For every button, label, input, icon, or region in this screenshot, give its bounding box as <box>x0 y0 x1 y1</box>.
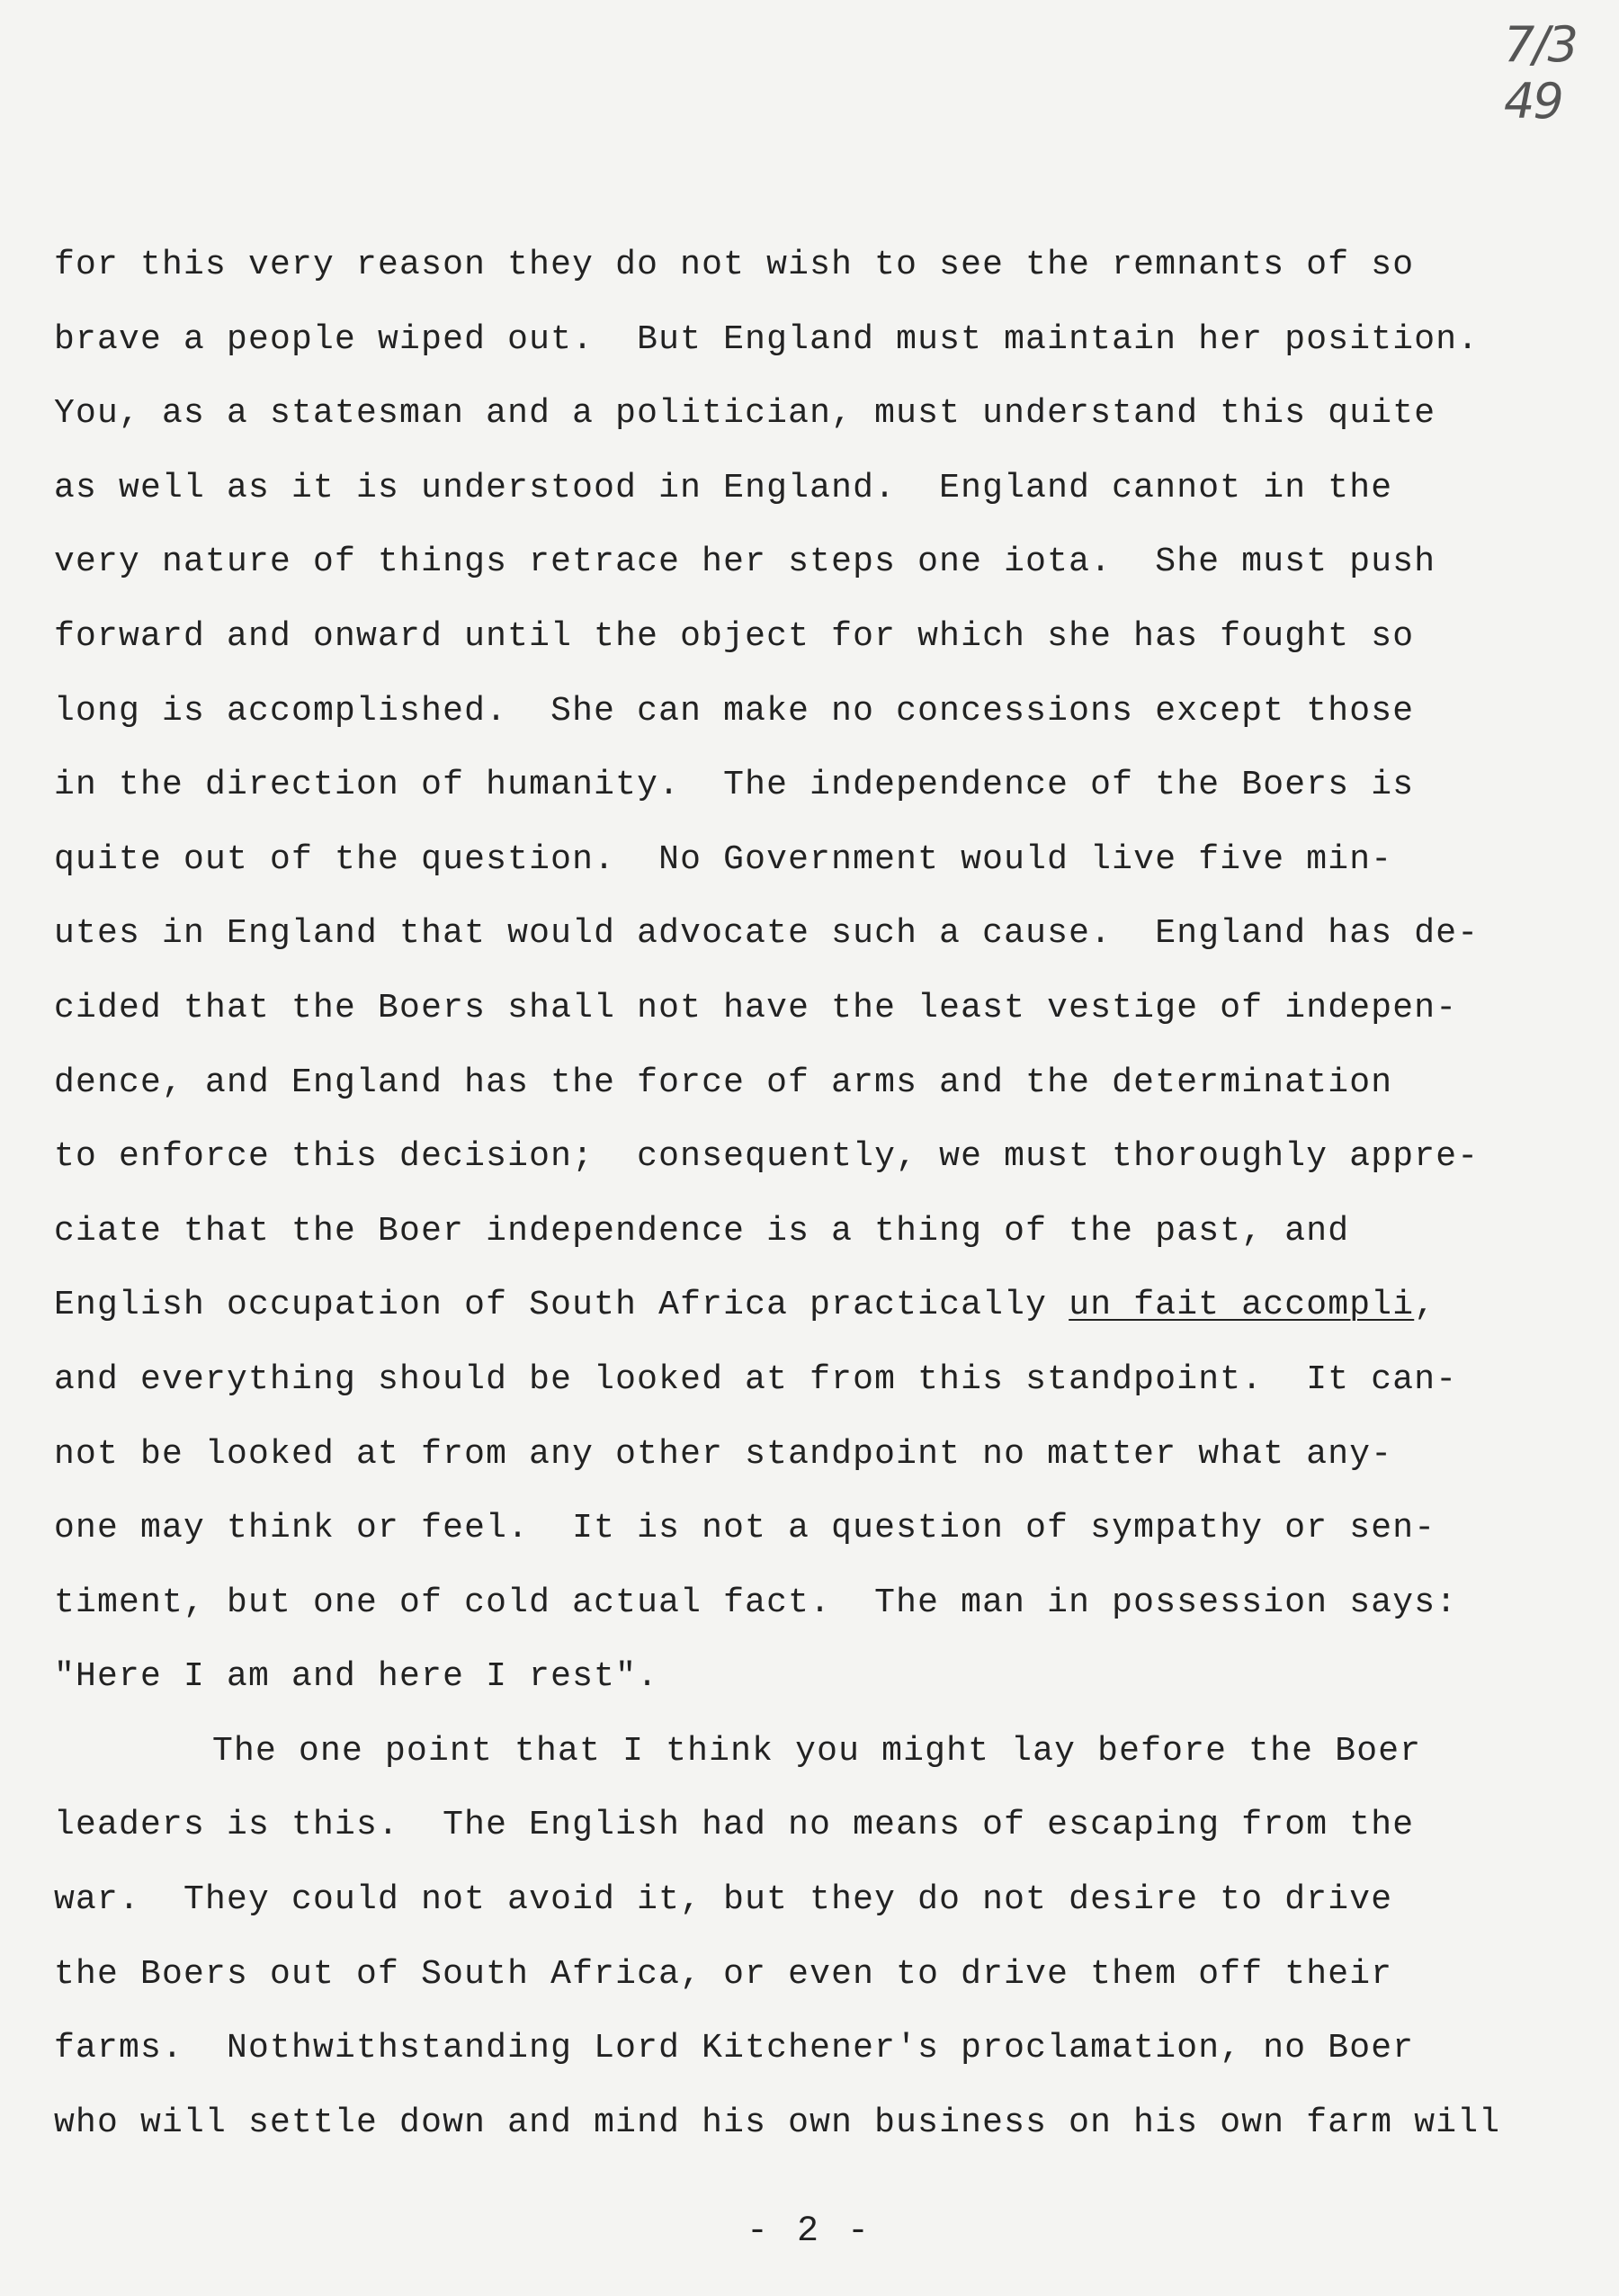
text-segment: as well as it is understood in England. England cannot in the <box>54 468 1393 507</box>
text-segment: cided that the Boers shall not have the least vestige of indepen- <box>54 988 1458 1027</box>
text-line <box>54 1640 1583 1715</box>
text-line <box>54 1343 1583 1418</box>
text-line <box>54 1046 1583 1121</box>
text-segment: not be looked at from any other standpoint no matter what any- <box>54 1434 1393 1474</box>
text-segment: ciate that the Boer independence is a thing of the past, and <box>54 1211 1350 1251</box>
text-line <box>54 2012 1583 2086</box>
text-line <box>54 600 1583 675</box>
text-segment: English occupation of South Africa practically <box>54 1286 1069 1325</box>
text-segment: timent, but one of cold actual fact. The man in possession says: <box>54 1583 1458 1622</box>
text-segment: utes in England that would advocate such a cause. England has de- <box>54 914 1480 954</box>
letter-body <box>54 229 1583 2160</box>
page-number: - 2 - <box>746 2211 873 2252</box>
text-line <box>54 1938 1583 2013</box>
text-segment: long is accomplished. She can make no concessions except those <box>54 691 1415 731</box>
text-line <box>54 2086 1583 2161</box>
text-segment: "Here I am and here I rest". <box>54 1657 659 1697</box>
text-segment: You, as a statesman and a politician, must understand this quite <box>54 394 1436 434</box>
text-segment: very nature of things retrace her steps one iota. She must push <box>54 543 1436 582</box>
text-segment: , <box>1414 1286 1436 1325</box>
text-segment: the Boers out of South Africa, or even to drive them off their <box>54 1954 1393 1994</box>
text-line <box>54 749 1583 823</box>
text-segment: and everything should be looked at from this standpoint. It can- <box>54 1359 1458 1399</box>
text-line <box>54 1418 1583 1493</box>
archive-folio-mark: 7/3 49 <box>1504 16 1577 130</box>
text-segment: quite out of the question. No Government would live five min- <box>54 839 1393 879</box>
text-line <box>54 1863 1583 1938</box>
text-line <box>54 1120 1583 1195</box>
text-segment: dence, and England has the force of arms and the determination <box>54 1063 1393 1102</box>
text-line <box>54 972 1583 1046</box>
text-line <box>54 1492 1583 1566</box>
text-segment: one may think or feel. It is not a question of sympathy or sen- <box>54 1509 1436 1548</box>
text-line <box>54 377 1583 452</box>
text-line <box>54 1195 1583 1269</box>
text-segment: brave a people wiped out. But England must maintain her position. <box>54 319 1480 359</box>
text-segment: who will settle down and mind his own business on his own farm will <box>54 2103 1501 2142</box>
text-segment: forward and onward until the object for which she has fought so <box>54 616 1415 656</box>
text-line <box>54 823 1583 898</box>
text-line <box>54 897 1583 972</box>
text-line <box>54 1269 1583 1343</box>
text-segment: war. They could not avoid it, but they do not desire to drive <box>54 1880 1393 1920</box>
text-line <box>54 303 1583 378</box>
text-segment: leaders is this. The English had no means of escaping from the <box>54 1806 1415 1845</box>
text-line <box>54 452 1583 526</box>
text-line <box>54 525 1583 600</box>
text-line <box>54 1789 1583 1863</box>
text-segment: farms. Nothwithstanding Lord Kitchener's proclamation, no Boer <box>54 2029 1415 2068</box>
text-segment: The one point that I think you might lay before the Boer <box>212 1731 1422 1771</box>
text-line <box>54 1566 1583 1641</box>
underlined-phrase: un fait accompli <box>1069 1286 1415 1325</box>
text-segment: for this very reason they do not wish to see the remnants of so <box>54 246 1415 284</box>
text-line <box>54 675 1583 749</box>
text-line <box>54 1715 1583 1789</box>
text-segment: in the direction of humanity. The independence of the Boers is <box>54 766 1415 805</box>
text-segment: to enforce this decision; consequently, we must thoroughly appre- <box>54 1137 1480 1177</box>
text-line <box>54 229 1583 303</box>
